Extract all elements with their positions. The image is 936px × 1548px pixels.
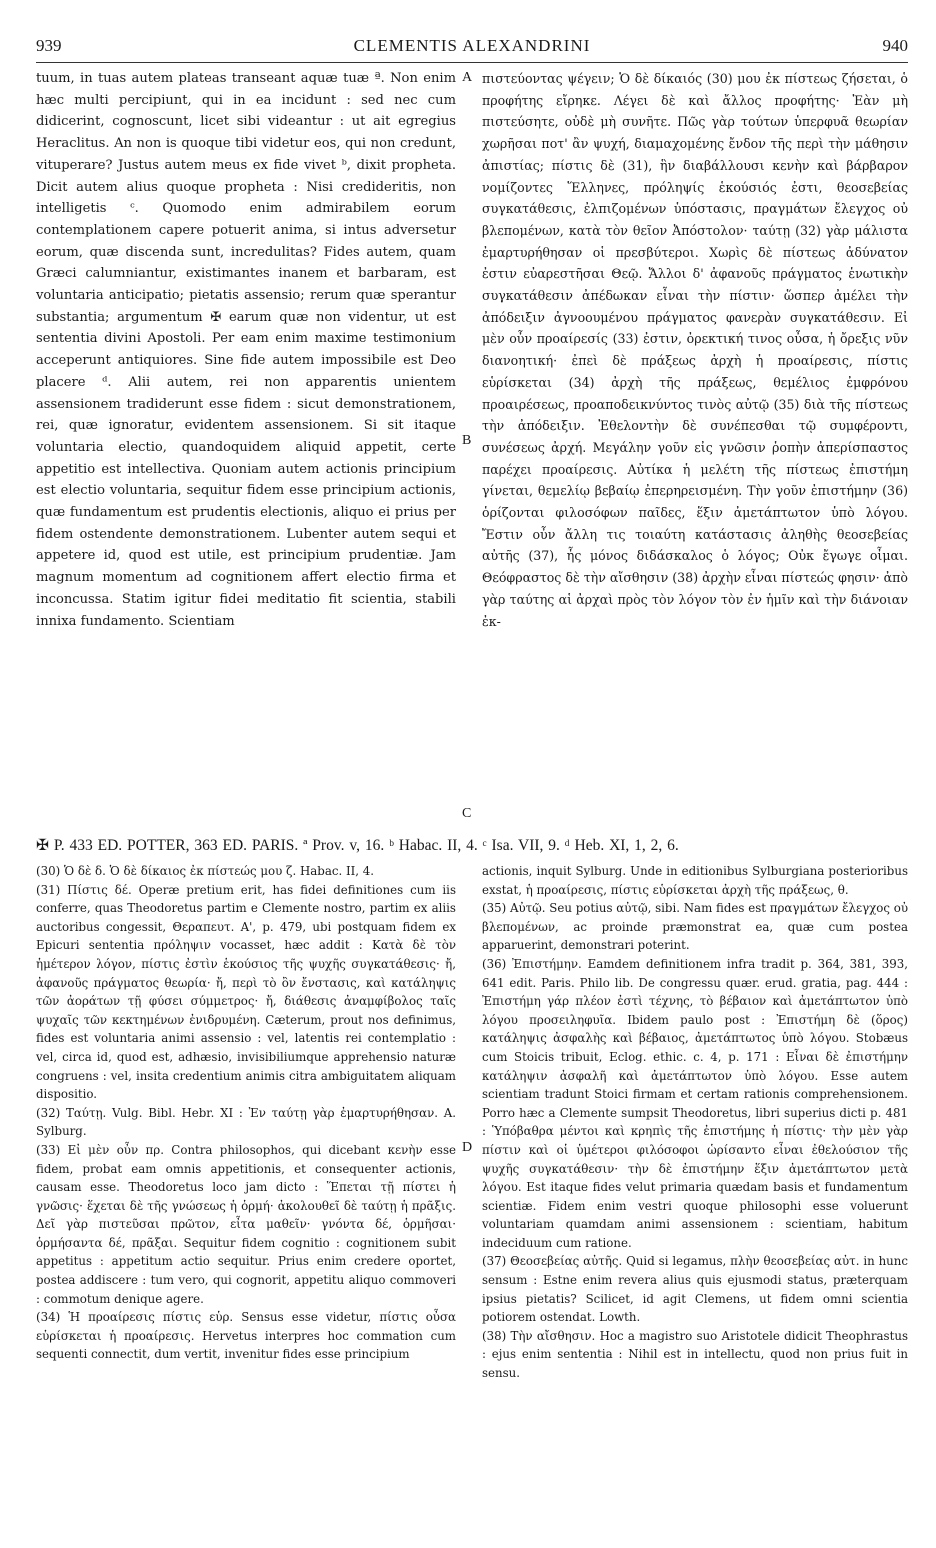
footnote-32: (32) Ταύτῃ. Vulg. Bibl. Hebr. XI : Ἐν ταύτῃ γὰρ ἐμαρτυρήθησαν. A. Sylburg. — [36, 1105, 456, 1139]
right-page-number: 940 — [882, 36, 908, 55]
footnotes-right-column — [482, 862, 908, 1383]
greek-text: πιστεύοντας ψέγειν; Ὁ δὲ δίκαιός (30) μου ἐκ πίστεως ζήσεται, ὁ προφήτης εἴρηκε. Λέγει δὲ καὶ ἄλλος προφήτης· Ἐὰν μὴ πιστεύσητε, οὐδὲ μὴ συνῆτε. Πῶς γὰρ τούτων ὑπερφυᾶ θεωρίαν χωρῆσαι ποτ' ἂν ψυχή, διαμαχομένης ἔνδον τῆς περὶ τὴν μάθησιν ἀπιστίας; πίστις δὲ (31), ἣν διαβάλλουσι κενὴν καὶ βάρβαρον νομίζοντες Ἕλληνες, πρόληψίς ἑκούσιός ἐστι, θεοσεβείας συγκατάθεσις, ἐλπιζομένων ὑπόστασις, πραγμάτων ἔλεγχος οὐ βλεπομένων, κατὰ τὸν θεῖον Ἀπόστολον· ταύτῃ (32) γὰρ μάλιστα ἐμαρτυρήθησαν οἱ πρεσβύτεροι. Χωρὶς δὲ πίστεως ἀδύνατον ἐστιν εὐαρεστῆσαι Θεῷ. Ἄλλοι δ' ἀφανοῦς πράγματος ἑνωτικὴν συγκατάθεσιν ἀπέδωκαν εἶναι τὴν πίστιν· ὥσπερ ἀμέλει τὴν ἀπόδειξιν ἀγνοουμένου πράγματος φανερὰν συγκατάθεσιν. Εἰ μὲν οὖν προαίρεσίς (33) ἐστιν, ὀρεκτική τινος οὖσα, ἡ ὄρεξις νῦν διανοητική· ἐπεὶ δὲ πράξεως ἀρχὴ ἡ προαίρεσις, πίστις εὑρίσκεται (34) ἀρχὴ τῆς πράξεως, θεμέλιος ἐμφρόνου προαιρέσεως, προαποδεικνύντος τινὸς αὐτῷ (35) διὰ τῆς πίστεως τὴν ἀπόδειξιν. Ἐθελοντὴν δὲ συνέπεσθαι τῷ συμφέροντι, συνέσεως ἀρχή. Μεγάλην γοῦν εἰς γνῶσιν ῥοπὴν ἀπερίσπαστος παρέχει προαίρεσις. Αὐτίκα ἡ μελέτη τῆς πίστεως ἐπιστήμη γίνεται, θεμελίῳ βεβαίῳ ἐπερηρεισμένη. Τὴν γοῦν ἐπιστήμην (36) ὁρίζονται φιλοσόφων παῖδες, ἕξιν ἀμετάπτωτον ὑπὸ λόγου. Ἔστιν οὖν ἄλλη τις τοιαύτη κατάστασις ἀληθὴς θεοσεβείας αὐτῆς (37), ἧς μόνος διδάσκαλος ὁ λόγος; Οὐκ ἔγωγε οἶμαι. Θεόφραστος δὲ τὴν αἴσθησιν (38) ἀρχὴν εἶναι πίστεώς φησιν· ἀπὸ γὰρ ταύτης αἱ ἀρχαὶ πρὸς τὸν λόγον τὸν ἐν ἡμῖν καὶ τὴν διάνοιαν ἐκ- — [482, 71, 908, 629]
marker-b: B — [462, 433, 472, 448]
footnote-34-continued: actionis, inquit Sylburg. Unde in editionibus Sylburgiana posterioribus exstat, ἡ προαίρεσις, πίστις εὑρίσκεται ἀρχὴ τῆς πράξεως, θ. — [482, 864, 908, 897]
scripture-references: ✠ P. 433 ED. POTTER, 363 ED. PARIS. ª Prov. v, 16. ᵇ Habac. II, 4. ᶜ Isa. VII, 9. ᵈ Heb. XI, 1, 2, 6. — [36, 837, 679, 854]
left-page-number: 939 — [36, 36, 62, 55]
footnote-30: (30) Ὁ δὲ δ. Ὁ δὲ δίκαιος ἐκ πίστεώς μου ζ. Habac. II, 4. — [36, 864, 375, 878]
footnote-33: (33) Εἰ μὲν οὖν πρ. Contra philosophos, qui dicebant κενὴν esse fidem, probat eam omnis appetitionis, et consequenter actionis, causam esse. Theodoretus loco jam dicto : Ἕπεται τῇ πίστει ἡ γνῶσις· ἕχεται δὲ τῆς γνώσεως ἡ ὁρμή· ἀκολουθεῖ δὲ ταύτῃ ἡ πρᾶξις. Δεῖ γὰρ πιστεῦσαι πρῶτον, εἶτα μαθεῖν· γνόντα δέ, ὁρμῆσαι· ὁρμήσαντα δέ, πρᾶξαι. Sequitur fidem cognitio : cognitionem subit appetitus : appetitum actio sequitur. Prius enim credere oportet, postea addiscere : tum vero, qui cognorit, appetitu aliquo commoveri : commotum denique agere. — [36, 1142, 456, 1306]
marker-c: C — [462, 806, 472, 821]
footnotes-left-column — [36, 862, 456, 1364]
latin-column — [36, 68, 456, 632]
footnote-38: (38) Τὴν αἴσθησιν. Hoc a magistro suo Aristotele didicit Theophrastus : ejus enim sententia : Nihil est in intellectu, quod non prius fuit in sensu. — [482, 1328, 908, 1381]
marker-a: A — [462, 70, 473, 85]
footnote-34: (34) Ἡ προαίρεσις πίστις εὑρ. Sensus esse videtur, πίστις οὖσα εὑρίσκεται ἡ προαίρεσις. Hervetus interpres hoc commation cum sequenti connectit, dum vertit, invenitur fides esse principium — [36, 1310, 456, 1362]
footnote-36: (36) Ἐπιστήμην. Eamdem definitionem infra tradit p. 364, 381, 393, 641 edit. Paris. Philo lib. De congressu quær. erud. gratia, pag. 444 : Ἐπιστήμη γάρ πλέον ἐστὶ τέχνης, τὸ βέβαιον καὶ ἀμετάπτωτον ὑπὸ λόγου προσειληφυῖα. Ibidem paulo post : Ἐπιστήμη δὲ (ὅρος) κατάληψις ἀσφαλὴς καὶ βέβαιος, ἀμετάπτωτος ὑπὸ λόγου. Stobæus cum Stoicis tribuit, Eclog. ethic. c. 4, p. 171 : Εἶναι δὲ ἐπιστήμην κατάληψιν ἀσφαλῆ καὶ ἀμετάπτωτον ὑπὸ λόγου. Esse autem scientiam tradunt Stoici firmam et certam rationis comprehensionem. Porro hæc a Clemente sumpsit Theodoretus, libri superius dicti p. 481 : Ὑπόβαθρα μέντοι καὶ κρηπὶς τῆς ἐπιστήμης ἡ πίστις· τὴν μὲν γὰρ πίστιν καὶ οἱ ὑμέτεροι φιλόσοφοι ὡρίσαντο εἶναι ἐθελούσιον τῆς ψυχῆς συγκατάθεσιν· τὴν δὲ ἐπιστήμην ἕξιν ἀμετάπτωτον μετὰ λόγου. Est itaque fides velut primaria quædam basis et fundamentum scientiæ. Fidem enim vestri quoque philosophi esse voluerunt voluntariam quamdam animi assensionem : scientiam, habitum indeciduum cum ratione. — [482, 956, 908, 1250]
running-title: CLEMENTIS ALEXANDRINI — [353, 36, 591, 55]
marker-d: D — [462, 1140, 473, 1155]
header-rule — [36, 62, 908, 63]
greek-column — [482, 68, 908, 632]
section-markers — [462, 68, 480, 838]
main-text — [36, 68, 908, 838]
footnote-31: (31) Πίστις δέ. Operæ pretium erit, has fidei definitiones cum iis conferre, quas Theodoretus partim e Clemente nostro, partim ex aliis auctoribus congessit, Θεραπευτ. Α', p. 479, ubi postquam fidem ex Epicuri sententia πρόληψιν vocasset, hæc addit : Κατὰ δὲ τὸν ἡμέτερον λόγον, πίστις ἐστὶν ἑκούσιος τῆς ψυχῆς συγκατάθεσις· ἤ, ἀφανοῦς πράγματος θεωρία· ἤ, περὶ τὸ ὂν ἔνστασις, καὶ κατάληψις τῶν ἀοράτων τῇ φύσει σύμμετρος· ἤ, διάθεσις ἀναμφίβολος ταῖς ψυχαῖς τῶν κεκτημένων ἐνιδρυμένη. Cæterum, prout nos definimus, fides est voluntaria animi assensio : vel, latentis rei contemplatio : vel, circa id, quod est, adhæsio, invisibiliumque apprehensio naturæ congruens : vel, insita credentium animis citra ambiguitatem aliquam dispositio. — [36, 882, 456, 1102]
footnote-37: (37) Θεοσεβείας αὐτῆς. Quid si legamus, πλὴν θεοσεβείας αὐτ. in hunc sensum : Estne enim revera alius quis ejusmodi status, præterquam ipsius pietatis? Scilicet, id agit Clemens, ut fidem omni scientia potiorem ostendat. Lowth. — [482, 1254, 908, 1325]
footnote-35: (35) Αὐτῷ. Seu potius αὐτῷ, sibi. Nam fides est πραγμάτων ἔλεγχος οὐ βλεπομένων, ac proinde præmonstrat ea, quæ cum postea apparuerint, demonstrari poterint. — [482, 901, 908, 953]
latin-text: tuum, in tuas autem plateas transeant aquæ tuæ ª. Non enim hæc multi percipiunt, qui in ea incidunt : sed nec cum didicerint, cognoscunt, licet sibi videantur : ut ait egregius Heraclitus. An non is quoque tibi videtur eos, qui non credunt, vituperare? Justus autem meus ex fide vivet ᵇ, dixit propheta. Dicit autem alius quoque propheta : Nisi credideritis, non intelligetis ᶜ. Quomodo enim admirabilem eorum contemplationem capere potuerit anima, si intus adversetur eorum, quæ discenda sunt, incredulitas? Fides autem, quam Græci calumniantur, existimantes inanem et barbaram, est voluntaria anticipatio; pietatis assensio; rerum quæ sperantur substantia; argumentum ✠ earum quæ non videntur, ut est sententia divini Apostoli. Per eam enim maxime testimonium acceperunt antiquiores. Sine fide autem impossibile est Deo placere ᵈ. Alii autem, rei non apparentis unientem assensionem tradiderunt esse fidem : sicut demonstrationem, rei, quæ ignoratur, evidentem assensionem. Si sit itaque voluntaria electio, quandoquidem aliquid appetit, certe appetitio est intellectiva. Quoniam autem actionis principium est electio voluntaria, sequitur fidem esse principium actionis, quæ fundamentum est prudentis electionis, aliquo ei prius per fidem ostendente demonstrationem. Lubenter autem sequi et appetere id, quod est utile, est principium prudentiæ. Jam magnum momentum ad cognitionem affert electio firma et inconcussa. Statim igitur fidei meditatio fit scientia, stabili innixa fundamento. Scientiam — [36, 71, 456, 629]
footnotes — [36, 862, 908, 1538]
